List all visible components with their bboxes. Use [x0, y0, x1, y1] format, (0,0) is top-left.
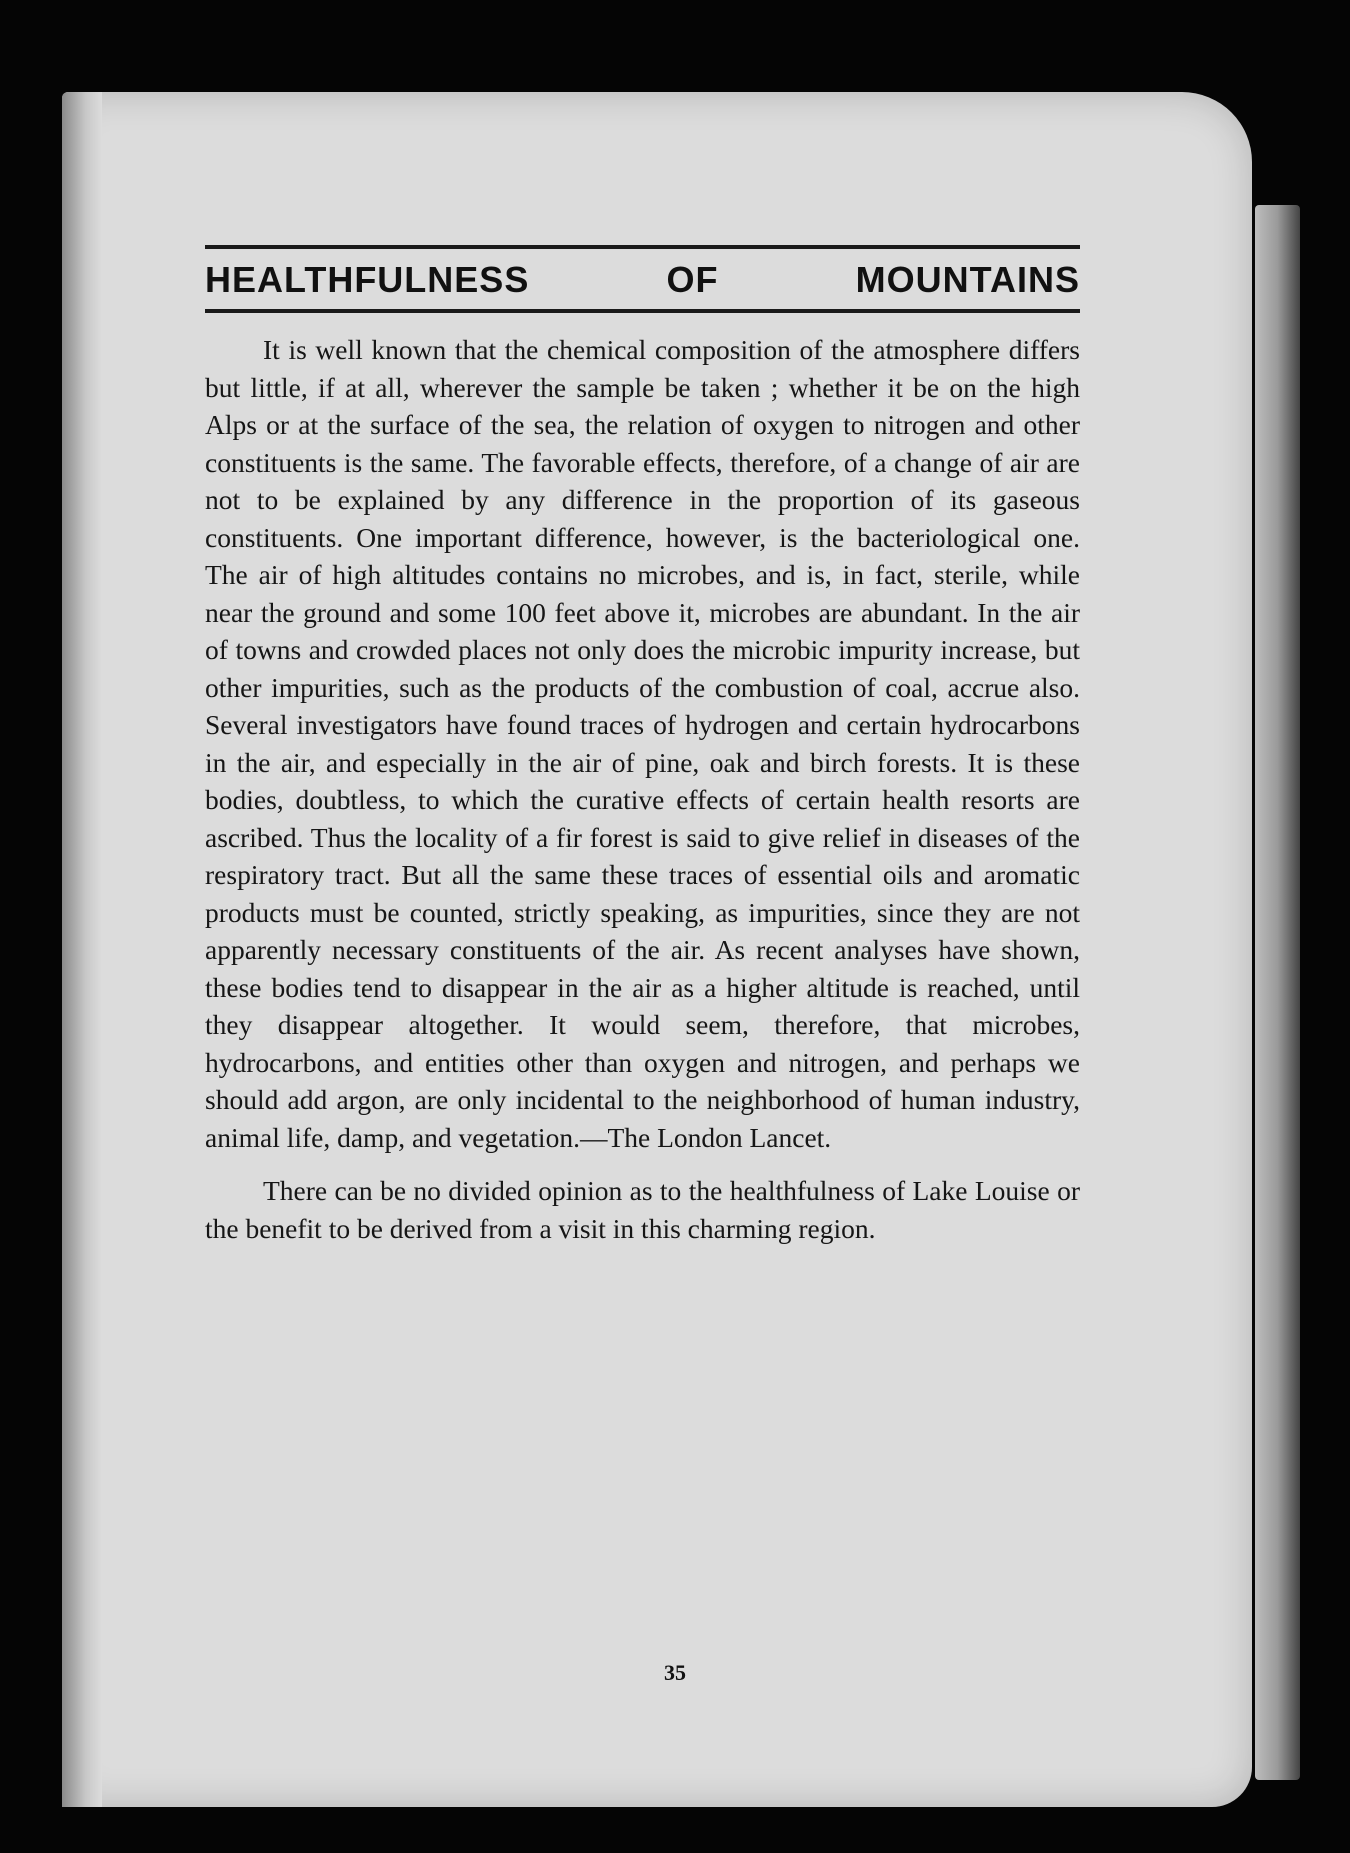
body-paragraph-2: There can be no divided opinion as to the healthfulness of Lake Louise or the benefit to be derived from a visit in this charming region. [205, 1175, 1080, 1244]
page-gutter [62, 92, 102, 1807]
heading-word-of: OF [666, 259, 719, 300]
page-heading [205, 259, 1080, 301]
heading-block [205, 245, 1080, 313]
heading-word-mountains: MOUNTAINS [855, 259, 1080, 300]
page-number: 35 [664, 1660, 686, 1685]
heading-word-healthfulness: HEALTHFULNESS [205, 259, 530, 300]
page-content [205, 245, 1080, 1247]
body-paragraph-1: It is well known that the chemical composition of the atmosphere differs but little, if at all, wherever the sample be taken ; whether it be on the high Alps or at the surface of the sea, the relation of oxygen to nitrogen and other constituents is the same. The favorable effects, therefore, of a change of air are not to be explained by any difference in the proportion of its gaseous constituents. One important difference, however, is the bacteriological one. The air of high altitudes contains no microbes, and is, in fact, sterile, while near the ground and some 100 feet above it, microbes are abundant. In the air of towns and crowded places not only does the microbic impurity increase, but other impurities, such as the products of the combustion of coal, accrue also. Several investigators have found traces of hydrogen and certain hydrocarbons in the air, and especially in the air of pine, oak and birch forests. It is these bodies, doubtless, to which the curative effects of certain health resorts are ascribed. Thus the locality of a fir forest is said to give relief in diseases of the respiratory tract. But all the same these traces of essential oils and aromatic products must be counted, strictly speaking, as impurities, since they are not apparently necessary constituents of the air. As recent analyses have shown, these bodies tend to disappear in the air as a higher altitude is reached, until they disappear altogether. It would seem, therefore, that microbes, hydrocarbons, and entities other than oxygen and nitrogen, and perhaps we should add argon, are only incidental to the neighborhood of human industry, animal life, damp, and vegetation.—The London Lancet. [205, 334, 1080, 1153]
book-page-edges [1255, 205, 1300, 1780]
